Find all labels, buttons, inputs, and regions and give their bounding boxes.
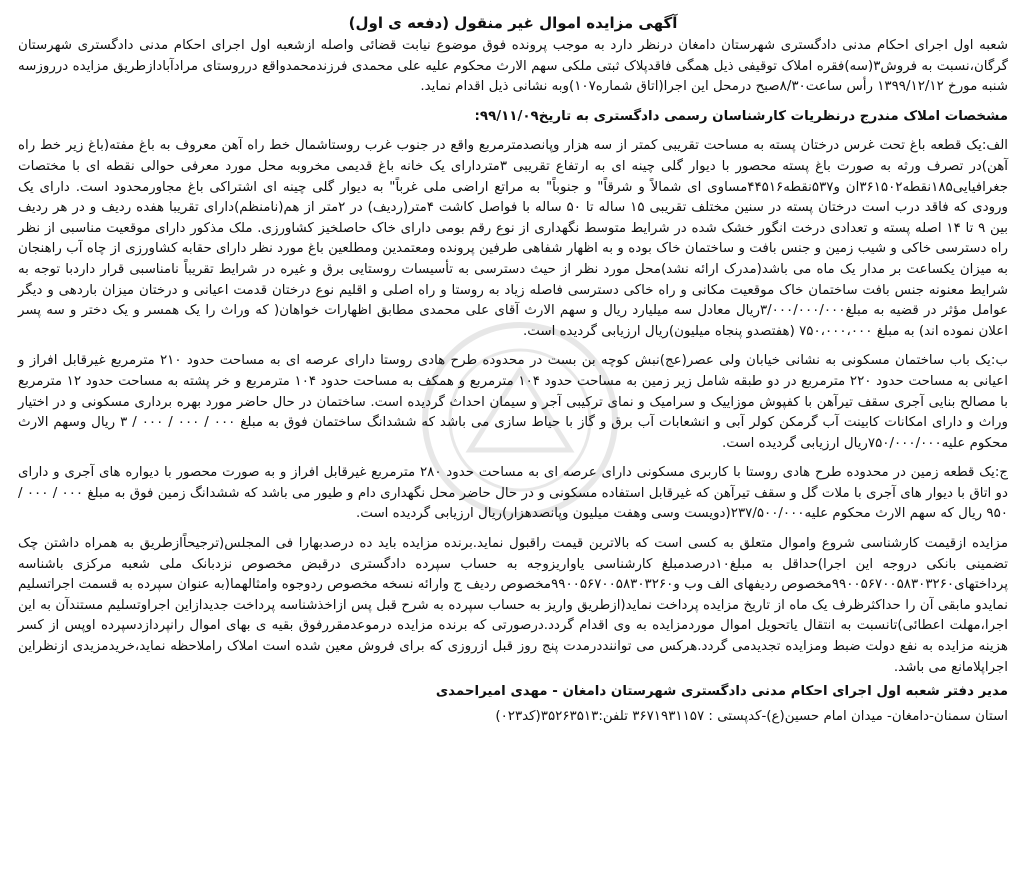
intro-paragraph: شعبه اول اجرای احکام مدنی دادگستری شهرستان دامغان درنظر دارد به موجب پرونده فوق موضوع نیابت قضائی واصله ازشعبه اول اجرای احکام مدنی دادگستری شهرستان گرگان،نسبت به فروش۳(سه)فقره املاک توقیفی ذیل همگی فاقدپلاک ثبتی ملکی سهم الارث محکوم علیه علی محمدی فرزندمحمدواقع درروستای مرادآبادازطریق مزایده درروزسه شنبه مورخ ۱۳۹۹/۱۲/۱۲ رأس ساعت۸/۳۰صبح درمحل این اجرا(اتاق شماره۱۰۷)وبه نشانی ذیل اقدام نماید. — [18, 38, 1009, 95]
property-item-b: ب:یک باب ساختمان مسکونی به نشانی خیابان ولی عصر(عج)نبش کوچه بن بست در محدوده طرح هادی روستا دارای عرصه ای به مساحت حدود ۲۱۰ مترمربع غیرقابل افراز و اعیانی به مساحت حدود ۲۲۰ مترمربع در دو طبقه شامل زیر زمین به مساحت حدود ۱۰۴ مترمربع و همکف به مساحت حدود ۱۰۴ مترمربع و خر پشته به مساحت حدود ۱۲ مترمربع با مصالح بنایی آجری سقف تیرآهن با کفپوش موزاییک و سرامیک و نمای ترکیبی آجر و سیمان احداث گردیده است. ساختمان در حال حاضر مورد بهره برداری مسکونی و در اختیار وراث و دارای امکانات کابینت آب گرمکن کولر آبی و انشعابات آب برق و گاز با حیاط سازی می باشد که ششدانگ ساختمان فوق به مبلغ ۰۰۰ / ۰۰۰ / ۰۰۰ / ۳ ریال وسهم الارث محکوم علیه۷۵۰/۰۰۰/۰۰۰ریال ارزیابی گردیده است. — [18, 353, 1009, 451]
property-item-a: الف:یک قطعه باغ تحت غرس درختان پسته به مساحت تقریبی کمتر از سه هزار وپانصدمترمربع واقع در جنوب غرب روستاشمال خط راه آهن معروف به باغ مفته(باغ زیر خط راه آهن)در تصرف ورثه به صورت باغ پسته محصور با دیوار گلی چینه ای به ارتفاع تقریبی ۳متردارای یک خانه باغ قدیمی مخروبه محل مورد معرفی حوالی نقطه ای با مختصات جغرافیایی۱۸۵نقطه۳۶۱۵۰۲ان و۵۳۷نقطه۴۴۵۱۶مساوی ای شمالاً و شرقاً" و جنوباً" به مراتع اراضی ملی غرباً" به دیوار گلی چینه ای اشتراکی باغ مجاورمحدود است. دارای یک ورودی که فاقد درب است درختان پسته در سنین مختلف تقریبی ۱۵ ساله تا ۵۰ ساله با فواصل کاشت ۴متر(ردیف) در ۲متر از هم(نامنظم)دارای تقریبا هفده ردیف و در هر ردیف بین ۹ تا ۱۴ اصله پسته و تعدادی درخت انگور خشک شده در شرایط متوسط نگهداری از نوع رقم بومی دارای خاک حاصلخیز کشاورزی. ملک مذکور دارای موقعیت مناسبی از نظر راه دسترسی خاکی و شیب زمین و جنس بافت و ساختمان خاک بوده و به اظهار شفاهی طرفین پرونده ومعتمدین ومطلعین باغ مورد نظر دارای حقابه کشاورزی از چاه آب راهنجان به میزان یکساعت بر مدار یک ماه می باشد(مدرک ارائه نشد)محل مورد نظر از حیث دسترسی به تأسیسات روستایی برق و غیره در شرایط تقریباً نامناسبی قرار داردبا توجه به شرایط معنونه جنس بافت ساختمان خاک موقعیت مکانی و راه خاکی دسترسی فاصله زیاد به روستا و راه اصلی و اقلیم نوع درختان قدمت اعیانی و درختان میزان باردهی و دیگر عوامل مؤثر در قضیه به مبلغ۳/۰۰۰/۰۰۰/۰۰۰ریال معادل سه میلیارد ریال و سهم الارث آقای علی محمدی مطابق اظهارات خواهان( که وراث را یک همسر و یک دختر و سه پسر اعلان نموده اند) به مبلغ ۷۵۰،۰۰۰،۰۰۰ (هفتصدو پنجاه میلیون)ریال ارزیابی گردیده است. — [18, 138, 1009, 339]
auction-terms-paragraph: مزایده ازقیمت کارشناسی شروع واموال متعلق به کسی است که بالاترین قیمت راقبول نماید.برنده مزایده باید ده درصدبهارا فی المجلس(ترجیحاًازطریق به همراه داشتن چک تضمینی بانکی دروجه این اجرا)حداقل به مبلغ۱۰درصدمبلغ کارشناسی یاواریزوجه به حساب سپرده دادگستری درقبض مخصوص نزدبانک ملی شعبه مرکزی باشناسه پرداختهای۹۹۰۰۵۶۷۰۰۵۸۳۰۳۲۶۰مخصوص ردیفهای الف وب و۹۹۰۰۵۶۷۰۰۵۸۳۰۳۲۶۰مخصوص ردیف ج وارائه نسخه مخصوص ردوجوه وامثالهما(به عنوان سپرده به قسمت اجراتسلیم نمایدو مابقی آن را حداکثرظرف یک ماه از تاریخ مزایده پرداخت نماید(ازطریق واریز به حساب سپرده به شرح قبل پس ازاخذشناسه پرداخت جدیدازاین اجراوتسلیم مستندآن به این اجرا،مهلت اعطائی)تانسبت به انتقال یاتحویل اموال موردمزایده به وی اقدام گردد.درصورتی که برنده مزایده درموعدمقررفوق بقیه ی بهای اموال رانپردازدسپرده اوپس از کسر هزینه مزایده به نفع دولت ضبط ومزایده تجدیدمی گردد.هرکس می تواننددرمدت پنج روز قبل ازروزی که برای فروش معین شده است املاک راملاحظه نماید،خریدمزیدی ازنظراین اجراپلامانع می باشد. — [18, 536, 1009, 675]
notice-title: آگهی مزایده اموال غیر منقول (دفعه ی اول) — [348, 14, 678, 32]
property-item-c: ج:یک قطعه زمین در محدوده طرح هادی روستا با کاربری مسکونی دارای عرصه ای به مساحت حدود ۲۸۰ مترمربع غیرقابل افراز و به صورت محصور با دیواره های آجری و دارای دو اتاق با دیوار های آجری با ملات گل و سقف تیرآهن که غیرقابل استفاده مسکونی و در حال حاضر محل نگهداری دام و طیور می باشد که ششدانگ زمین فوق به مبلغ ۰۰۰ / ۰۰۰ / ۹۵۰ ریال که سهم الارث محکوم علیه۲۳۷/۵۰۰/۰۰۰(دویست وسی وهفت میلیون وپانصدهزار)ریال ارزیابی گردیده است. — [18, 465, 1008, 522]
property-specs-heading: مشخصات املاک مندرج درنظریات کارشناسان رسمی دادگستری به تاریخ۹۹/۱۱/۰۹: — [474, 108, 1008, 124]
address-line: استان سمنان-دامغان- میدان امام حسین(ع)-کدپستی : ۳۶۷۱۹۳۱۱۵۷ تلفن:۳۵۲۶۳۵۱۳(کد۰۲۳) — [495, 708, 1008, 724]
notice-document — [18, 10, 1008, 870]
signature-line: مدیر دفتر شعبه اول اجرای احکام مدنی دادگستری شهرستان دامغان - مهدی امیراحمدی — [435, 684, 1008, 700]
